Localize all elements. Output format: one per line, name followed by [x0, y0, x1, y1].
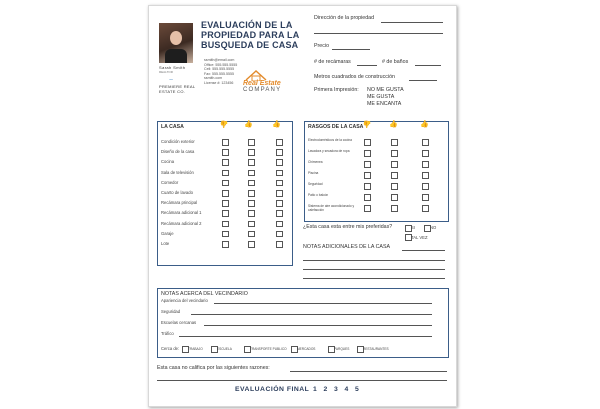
feature-rating-checkbox[interactable]	[391, 150, 398, 157]
feature-rating-checkbox[interactable]	[422, 139, 429, 146]
house-rating-checkbox[interactable]	[276, 190, 283, 197]
house-row-label: Recámara adicional 1	[161, 210, 202, 216]
feature-rating-checkbox[interactable]	[364, 139, 371, 146]
notes-heading: NOTAS ADICIONALES DE LA CASA	[303, 244, 391, 250]
house-row-label: Condición exterior	[161, 139, 195, 144]
feature-rating-checkbox[interactable]	[364, 161, 371, 168]
house-rating-checkbox[interactable]	[222, 200, 229, 207]
address-label: Dirección de la propiedad	[314, 15, 375, 21]
near-option-label: ESCUELA	[217, 347, 232, 351]
house-rating-checkbox[interactable]	[276, 180, 283, 187]
house-rating-checkbox[interactable]	[276, 200, 283, 207]
feature-rating-checkbox[interactable]	[422, 172, 429, 179]
notes-line-2[interactable]	[303, 260, 445, 261]
feature-rating-checkbox[interactable]	[391, 205, 398, 212]
near-option-label: TRABAJO	[188, 347, 203, 351]
favorites-question: ¿Esta casa esta entre mis preferidas?	[303, 224, 393, 230]
disqualify-line-2[interactable]	[157, 380, 447, 381]
house-rating-checkbox[interactable]	[248, 221, 255, 228]
house-rating-checkbox[interactable]	[222, 139, 229, 146]
house-rating-checkbox[interactable]	[248, 149, 255, 156]
house-rating-checkbox[interactable]	[222, 190, 229, 197]
logo-company: COMPANY	[243, 87, 282, 93]
final-evaluation-label: EVALUACIÓN FINAL	[235, 386, 310, 393]
bedrooms-label: # de recámaras	[314, 59, 351, 65]
neighborhood-line[interactable]	[191, 314, 432, 315]
bedrooms-line[interactable]	[357, 65, 377, 66]
house-rating-checkbox[interactable]	[276, 231, 283, 238]
feature-rating-checkbox[interactable]	[364, 194, 371, 201]
house-row-label: Lote	[161, 241, 170, 246]
evaluation-sheet	[148, 5, 457, 407]
house-rating-checkbox[interactable]	[276, 149, 283, 156]
impression-like[interactable]: ME GUSTA	[367, 94, 395, 100]
house-rating-checkbox[interactable]	[222, 221, 229, 228]
house-row-label: Garaje	[161, 230, 174, 236]
house-rating-checkbox[interactable]	[276, 221, 283, 228]
brokerage-name: PREMIERE REAL ESTATE CO.	[159, 84, 196, 94]
notes-line-1[interactable]	[402, 250, 445, 251]
thumbs-down-icon: 👍	[220, 120, 229, 127]
neighborhood-line-label: Seguridad	[161, 309, 181, 314]
agent-contact: ssmith@email.com Office: 555.555.5555 Cell: 555.555.5555 Fax: 555.555.5555 ssmith.com License #: 123456	[204, 58, 238, 85]
sheet-title	[201, 20, 311, 50]
house-row-label: Cuarto de lavado	[161, 190, 193, 195]
feature-rating-checkbox[interactable]	[391, 161, 398, 168]
neighborhood-line[interactable]	[204, 325, 432, 326]
neighborhood-heading: NOTAS ACERCA DEL VECINDARIO	[161, 291, 248, 297]
feature-row-label: Patio o balcón	[308, 193, 329, 197]
feature-row-label: Seguridad	[308, 182, 323, 186]
house-rating-checkbox[interactable]	[248, 170, 255, 177]
house-rating-checkbox[interactable]	[222, 210, 229, 217]
house-row-label: Sala de televisión	[161, 169, 194, 175]
house-row-label: Recámara principal	[161, 200, 198, 206]
price-label: Precio	[314, 43, 330, 49]
features-box-heading: RASGOS DE LA CASA	[308, 124, 364, 130]
near-option-label: TRANSPORTE PUBLICO	[250, 347, 287, 351]
price-line[interactable]	[332, 49, 370, 50]
feature-rating-checkbox[interactable]	[422, 194, 429, 201]
neighborhood-line-label: Escuelas cercanas	[161, 320, 197, 325]
feature-row-label: Chimenea	[308, 160, 323, 164]
agent-photo	[159, 23, 193, 63]
features-thumbs-down-icon: 👍	[363, 120, 372, 127]
house-rating-checkbox[interactable]	[276, 170, 283, 177]
final-score-option[interactable]: 1	[313, 386, 317, 393]
favorite-yes-label: SI	[411, 225, 415, 230]
house-rating-checkbox[interactable]	[248, 210, 255, 217]
near-option-label: PARQUES	[334, 347, 350, 351]
first-impression-label: Primera Impresión:	[314, 87, 359, 93]
house-rating-checkbox[interactable]	[276, 139, 283, 146]
neighborhood-line-label: Tráfico	[161, 331, 174, 336]
features-double-thumbs-up-icon: 👍	[420, 121, 429, 128]
house-row-label: Cocina	[161, 159, 175, 165]
feature-row-label: Sistema de aire acondicionado y calefacción	[308, 204, 355, 212]
address-line-2[interactable]	[314, 33, 443, 34]
feature-rating-checkbox[interactable]	[391, 183, 398, 190]
house-rating-checkbox[interactable]	[248, 190, 255, 197]
house-rating-checkbox[interactable]	[222, 149, 229, 156]
near-option-label: RESTAURANTES	[363, 347, 389, 351]
bathrooms-label: # de baños	[382, 59, 409, 65]
address-line[interactable]	[381, 22, 443, 23]
notes-line-3[interactable]	[303, 269, 445, 270]
neighborhood-line[interactable]	[179, 336, 432, 337]
final-score-option[interactable]: 5	[355, 386, 359, 393]
feature-row-label: Piscina	[308, 171, 319, 175]
house-rating-checkbox[interactable]	[222, 159, 229, 166]
sqm-label: Metros cuadrados de construcción	[314, 74, 395, 80]
house-rating-checkbox[interactable]	[248, 139, 255, 146]
house-rating-checkbox[interactable]	[248, 180, 255, 187]
final-score-option[interactable]: 4	[344, 386, 349, 393]
house-box-heading: LA CASA	[161, 124, 184, 130]
house-rating-checkbox[interactable]	[276, 210, 283, 217]
disqualify-label: Esta casa no califica por las siguientes razones:	[157, 365, 270, 371]
title-line-3: BUSQUEDA DE CASA	[201, 40, 299, 50]
house-rating-checkbox[interactable]	[276, 159, 283, 166]
neighborhood-line-label: Apariencia del vecindario	[161, 298, 208, 303]
swoosh-icon: ~	[169, 77, 174, 84]
agent-name: Sarah Smith	[159, 65, 186, 70]
house-rating-checkbox[interactable]	[248, 231, 255, 238]
notes-line-4[interactable]	[303, 278, 445, 279]
feature-rating-checkbox[interactable]	[422, 183, 429, 190]
disqualify-line-1[interactable]	[290, 371, 447, 372]
bathrooms-line[interactable]	[415, 65, 441, 66]
thumbs-up-icon: 👍	[244, 121, 253, 128]
feature-rating-checkbox[interactable]	[364, 172, 371, 179]
impression-love[interactable]: ME ENCANTA	[367, 101, 402, 107]
final-score-option[interactable]: 2	[323, 386, 328, 393]
impression-options	[367, 87, 404, 108]
favorite-no-label: NO	[430, 225, 437, 230]
feature-rating-checkbox[interactable]	[391, 194, 398, 201]
house-rating-checkbox[interactable]	[248, 159, 255, 166]
agent-role: REALTOR	[159, 70, 173, 74]
feature-rating-checkbox[interactable]	[422, 161, 429, 168]
feature-row-label: Electrodomésticos de la cocina	[308, 138, 352, 142]
house-row-label: Comedor	[161, 179, 179, 185]
feature-row-label: Lavadora y secadora de ropa	[308, 149, 350, 153]
house-rating-checkbox[interactable]	[222, 180, 229, 187]
house-rating-checkbox[interactable]	[276, 241, 283, 248]
neighborhood-line[interactable]	[214, 303, 432, 304]
feature-rating-checkbox[interactable]	[364, 205, 371, 212]
house-rating-checkbox[interactable]	[248, 200, 255, 207]
feature-rating-checkbox[interactable]	[422, 150, 429, 157]
feature-rating-checkbox[interactable]	[364, 183, 371, 190]
near-label: Cerca de:	[161, 346, 180, 351]
title-line-1: EVALUACIÓN DE LA	[201, 20, 293, 30]
feature-rating-checkbox[interactable]	[391, 172, 398, 179]
features-thumbs-up-icon: 👍	[389, 121, 398, 128]
house-row-label: Recámara adicional 2	[161, 220, 202, 226]
near-option-label: MERCADOS	[297, 347, 316, 351]
feature-rating-checkbox[interactable]	[422, 205, 429, 212]
house-row-label: Diseño de la casa	[161, 149, 195, 155]
favorite-maybe-label: TAL VEZ	[411, 235, 428, 240]
house-rating-checkbox[interactable]	[222, 241, 229, 248]
impression-dislike[interactable]: NO ME GUSTA	[367, 87, 404, 93]
title-line-2: PROPIEDAD PARA LA	[201, 30, 300, 40]
double-thumbs-up-icon: 👍	[272, 121, 281, 128]
sqm-line[interactable]	[409, 80, 437, 81]
house-rating-checkbox[interactable]	[222, 170, 229, 177]
house-rating-checkbox[interactable]	[222, 231, 229, 238]
feature-rating-checkbox[interactable]	[364, 150, 371, 157]
feature-rating-checkbox[interactable]	[391, 139, 398, 146]
final-score-option[interactable]: 3	[334, 386, 338, 393]
house-rating-checkbox[interactable]	[248, 241, 255, 248]
logo-text: Real Estate	[243, 80, 281, 87]
